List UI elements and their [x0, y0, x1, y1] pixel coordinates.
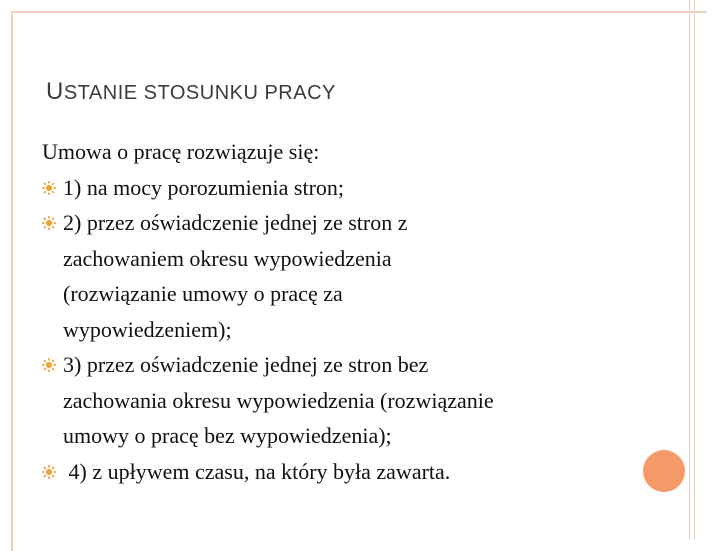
list-item [42, 170, 652, 206]
sun-bullet-icon [42, 216, 56, 230]
list-item-line: zachowania okresu wypowiedzenia (rozwiązanie [63, 387, 494, 413]
slide-frame-right-edge [689, 0, 695, 540]
list-item-line: umowy o pracę bez wypowiedzenia); [63, 423, 392, 448]
list-item-line: zachowaniem okresu wypowiedzenia [63, 245, 392, 271]
list-item-line: (rozwiązanie umowy o pracę za [63, 281, 343, 306]
sun-bullet-icon [42, 181, 56, 195]
slide-title [46, 78, 336, 106]
intro-text: Umowa o pracę rozwiązuje się: [42, 139, 320, 164]
slide-content [42, 134, 652, 489]
sun-bullet-icon [42, 465, 56, 479]
list-item-line: 2) przez oświadczenie jednej ze stron z [63, 210, 408, 235]
list-item-line: 3) przez oświadczenie jednej ze stron bez [63, 352, 429, 377]
slide-title-rest: STANIE STOSUNKU PRACY [63, 82, 336, 104]
list-item [42, 205, 652, 347]
bullet-list [42, 170, 652, 490]
sun-bullet-icon [42, 358, 56, 372]
decorative-circle [643, 450, 685, 492]
slide-title-initial: U [46, 78, 64, 105]
list-item-line: wypowiedzeniem); [63, 316, 232, 342]
list-item-line: 4) z upływem czasu, na który była zawarta. [63, 458, 451, 484]
list-item [42, 454, 652, 490]
list-item-line: 1) na mocy porozumienia stron; [63, 174, 345, 200]
list-item [42, 347, 652, 454]
